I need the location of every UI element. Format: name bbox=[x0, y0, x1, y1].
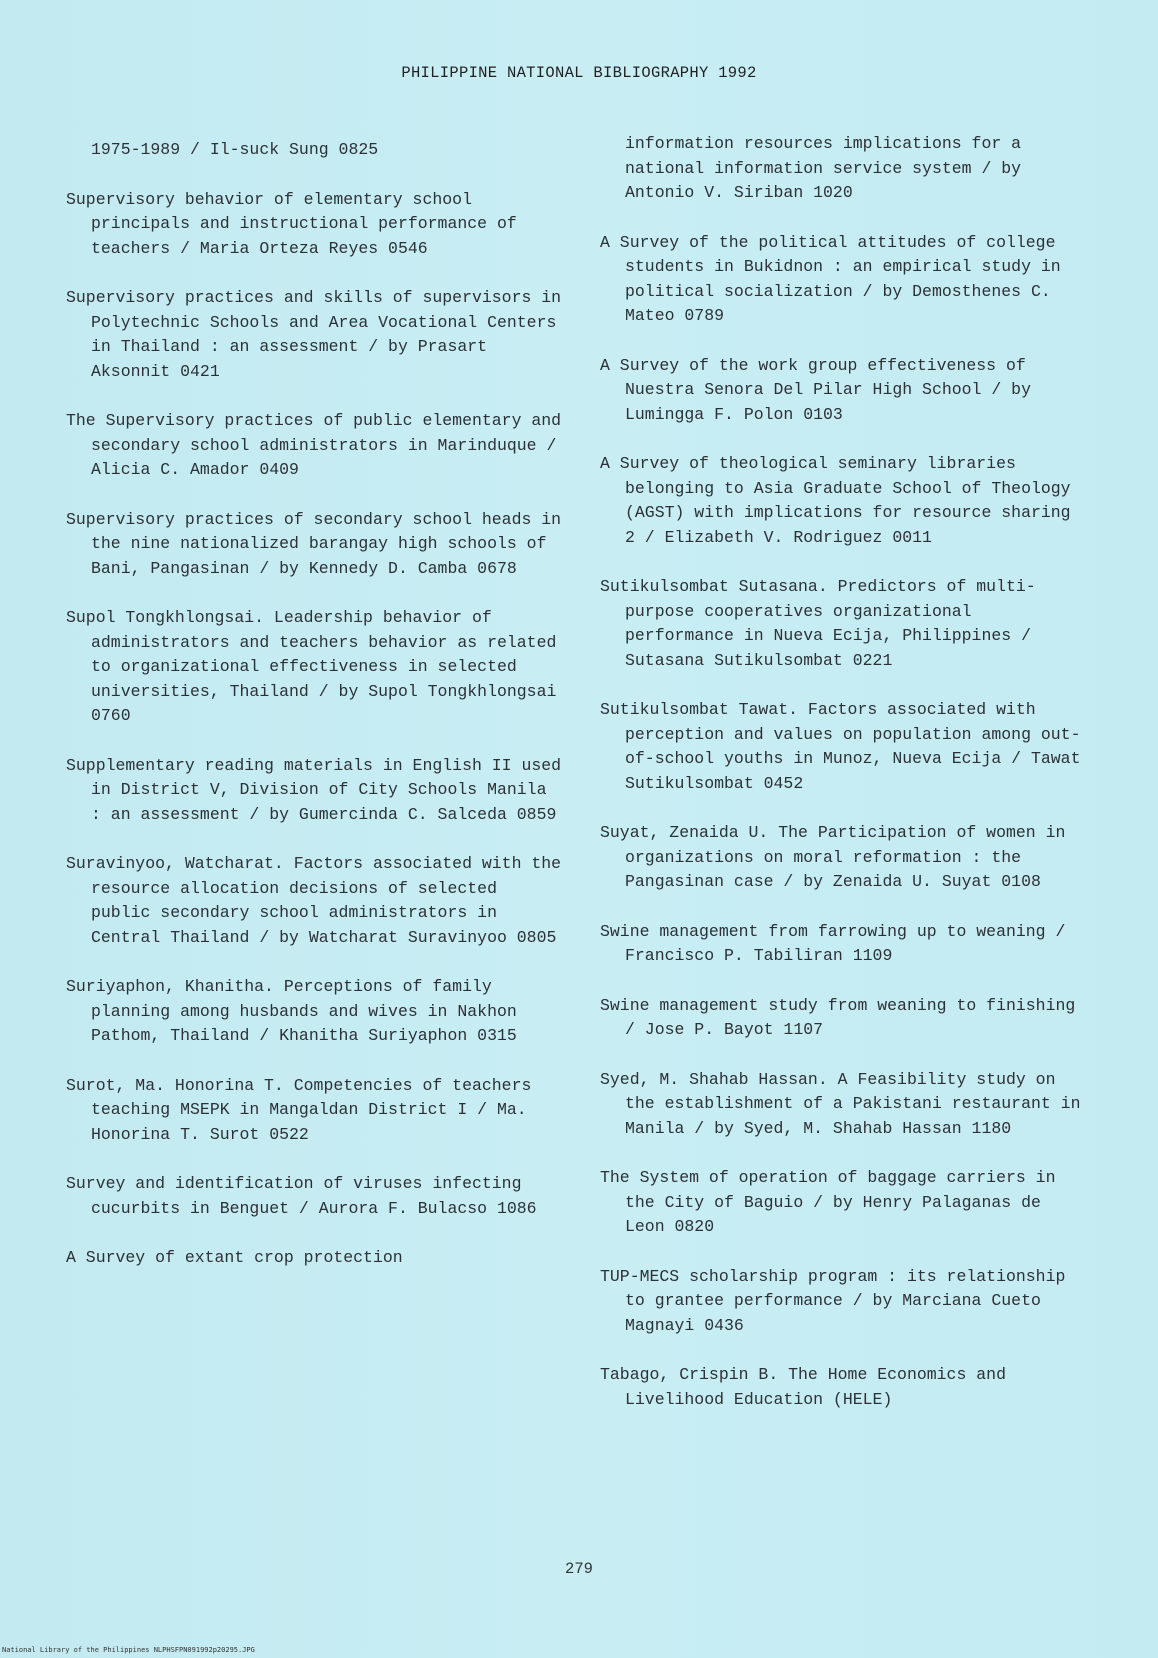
bibliography-entry: A Survey of the work group effectiveness of Nuestra Senora Del Pilar High School / by Lumingga F. Polon 0103 bbox=[600, 355, 1031, 424]
bibliography-entry: Suriyaphon, Khanitha. Perceptions of family planning among husbands and wives in Nakhon Pathom, Thailand / Khanitha Suriyaphon 0315 bbox=[66, 977, 517, 1045]
bibliography-entry: 1975-1989 / Il-suck Sung 0825 bbox=[91, 140, 379, 159]
bibliography-entry: TUP-MECS scholarship program : its relationship to grantee performance / by Marciana Cueto Magnayi 0436 bbox=[600, 1266, 1066, 1335]
bibliography-entry: Suravinyoo, Watcharat. Factors associated with the resource allocation decisions of selected public secondary school administrators in Central Thailand / by Watcharat Suravinyoo 0805 bbox=[66, 854, 562, 947]
scan-source-stamp: National Library of the Philippines NLPHSFPN091992p20295.JPG bbox=[2, 1646, 255, 1654]
bibliography-entry: Syed, M. Shahab Hassan. A Feasibility study on the establishment of a Pakistani restaurant in Manila / by Syed, M. Shahab Hassan 1180 bbox=[600, 1069, 1081, 1138]
bibliography-entry: Supervisory practices of secondary school heads in the nine nationalized barangay high schools of Bani, Pangasinan / by Kennedy D. Camba 0678 bbox=[66, 509, 562, 578]
bibliography-entry: A Survey of the political attitudes of college students in Bukidnon : an empirical study in political socialization / by Demosthenes C. Mateo 0789 bbox=[600, 232, 1061, 325]
bibliography-entry: Swine management from farrowing up to weaning / Francisco P. Tabiliran 1109 bbox=[600, 921, 1066, 965]
right-column bbox=[600, 132, 1090, 1437]
bibliography-entry: Supplementary reading materials in English II used in District V, Division of City Schools Manila : an assessment / by Gumercinda C. Salceda 0859 bbox=[66, 755, 562, 824]
page-title: PHILIPPINE NATIONAL BIBLIOGRAPHY 1992 bbox=[401, 64, 757, 82]
bibliography-entry-continuation: information resources implications for a national information service system / by Antonio V. Siriban 1020 bbox=[625, 134, 1022, 202]
bibliography-entry: Surot, Ma. Honorina T. Competencies of teachers teaching MSEPK in Mangaldan District I / Ma. Honorina T. Surot 0522 bbox=[66, 1075, 532, 1144]
bibliography-entry: A Survey of theological seminary libraries belonging to Asia Graduate School of Theology (AGST) with implications for resource sharing 2 / Elizabeth V. Rodriguez 0011 bbox=[600, 454, 1071, 547]
bibliography-entry: The Supervisory practices of public elementary and secondary school administrators in Marinduque / Alicia C. Amador 0409 bbox=[66, 411, 562, 479]
left-column bbox=[66, 138, 566, 1296]
bibliography-entry: Swine management study from weaning to finishing / Jose P. Bayot 1107 bbox=[600, 995, 1076, 1039]
bibliography-entry: Suyat, Zenaida U. The Participation of women in organizations on moral reformation : the Pangasinan case / by Zenaida U. Suyat 0108 bbox=[600, 823, 1066, 891]
bibliography-entry: The System of operation of baggage carriers in the City of Baguio / by Henry Palaganas de Leon 0820 bbox=[600, 1168, 1056, 1236]
bibliography-entry: Sutikulsombat Sutasana. Predictors of multi-purpose cooperatives organizational performance in Nueva Ecija, Philippines / Sutasana Sutikulsombat 0221 bbox=[600, 577, 1036, 670]
page-number: 279 bbox=[565, 1560, 593, 1578]
bibliography-entry: Tabago, Crispin B. The Home Economics and Livelihood Education (HELE) bbox=[600, 1365, 1006, 1409]
bibliography-entry: Supervisory behavior of elementary school principals and instructional performance of teachers / Maria Orteza Reyes 0546 bbox=[66, 189, 517, 258]
bibliography-entry: Supervisory practices and skills of supervisors in Polytechnic Schools and Area Vocational Centers in Thailand : an assessment / by Prasart Aksonnit 0421 bbox=[66, 288, 562, 381]
bibliography-entry: Supol Tongkhlongsai. Leadership behavior of administrators and teachers behavior as related to organizational effectiveness in selected universities, Thailand / by Supol Tongkhlongsai 0760 bbox=[66, 608, 557, 725]
bibliography-entry: A Survey of extant crop protection bbox=[66, 1248, 403, 1267]
bibliography-entry: Survey and identification of viruses infecting cucurbits in Benguet / Aurora F. Bulacso 1086 bbox=[66, 1174, 537, 1218]
bibliography-entry: Sutikulsombat Tawat. Factors associated with perception and values on population among out-of-school youths in Munoz, Nueva Ecija / Tawat Sutikulsombat 0452 bbox=[600, 700, 1081, 793]
